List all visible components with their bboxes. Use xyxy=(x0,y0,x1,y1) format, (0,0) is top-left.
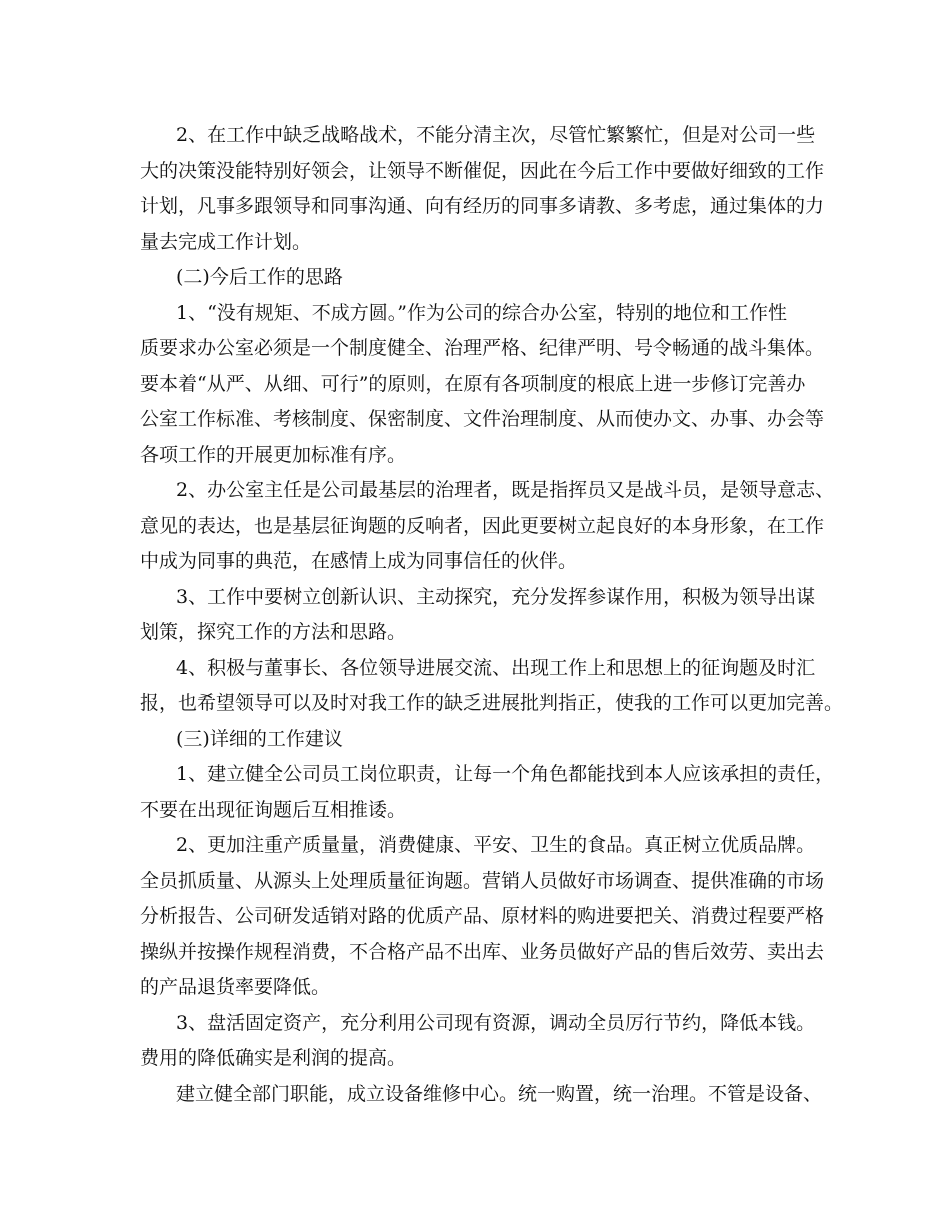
text-line: 操纵并按操作规程消费，不合格产品不出库、业务员做好产品的售后效劳、卖出去 xyxy=(140,941,825,963)
text-line: 全员抓质量、从源头上处理质量征询题。营销人员做好市场调查、提供准确的市场 xyxy=(140,870,825,892)
text-line: 1、“没有规矩、不成方圆。”作为公司的综合办公室，特别的地位和工作性 xyxy=(176,302,788,324)
section-heading: (二)今后工作的思路 xyxy=(176,266,343,288)
text-line: 要本着“从严、从细、可行”的原则，在原有各项制度的根底上进一步修订完善办 xyxy=(140,373,806,395)
text-line: 2、在工作中缺乏战略战术，不能分清主次，尽管忙繁繁忙，但是对公司一些 xyxy=(176,124,816,146)
text-line: 各项工作的开展更加标准有序。 xyxy=(140,444,407,466)
text-line: 大的决策没能特别好领会，让领导不断催促，因此在今后工作中要做好细致的工作 xyxy=(140,160,825,182)
text-line: 意见的表达，也是基层征询题的反响者，因此更要树立起良好的本身形象，在工作 xyxy=(140,515,825,537)
text-line: 的产品退货率要降低。 xyxy=(140,976,331,998)
text-line: 3、工作中要树立创新认识、主动探究，充分发挥参谋作用，积极为领导出谋 xyxy=(176,586,816,608)
text-line: 公室工作标准、考核制度、保密制度、文件治理制度、从而使办文、办事、办会等 xyxy=(140,408,825,430)
text-line: 分析报告、公司研发适销对路的优质产品、原材料的购进要把关、消费过程要严格 xyxy=(140,905,825,927)
section-heading: (三)详细的工作建议 xyxy=(176,728,343,750)
text-line: 1、建立健全公司员工岗位职责，让每一个角色都能找到本人应该承担的责任， xyxy=(176,763,835,785)
text-line: 不要在出现征询题后互相推诿。 xyxy=(140,799,407,821)
text-line: 3、盘活固定资产，充分利用公司现有资源，调动全员厉行节约，降低本钱。 xyxy=(176,1012,816,1034)
text-line: 计划，凡事多跟领导和同事沟通、向有经历的同事多请教、多考虑，通过集体的力 xyxy=(140,195,825,217)
text-line: 中成为同事的典范，在感情上成为同事信任的伙伴。 xyxy=(140,550,578,572)
text-line: 报，也希望领导可以及时对我工作的缺乏进展批判指正，使我的工作可以更加完善。 xyxy=(140,692,844,714)
text-line: 质要求办公室必须是一个制度健全、治理严格、纪律严明、号令畅通的战斗集体。 xyxy=(140,337,825,359)
text-line: 划策，探究工作的方法和思路。 xyxy=(140,621,407,643)
text-line: 量去完成工作计划。 xyxy=(140,231,312,253)
text-line: 费用的降低确实是利润的提高。 xyxy=(140,1047,407,1069)
text-line: 2、更加注重产质量量，消费健康、平安、卫生的食品。真正树立优质品牌。 xyxy=(176,834,816,856)
text-line: 建立健全部门职能，成立设备维修中心。统一购置，统一治理。不管是设备、 xyxy=(176,1083,823,1105)
text-line: 2、办公室主任是公司最基层的治理者，既是指挥员又是战斗员，是领导意志、 xyxy=(176,479,835,501)
text-line: 4、积极与董事长、各位领导进展交流、出现工作上和思想上的征询题及时汇 xyxy=(176,657,816,679)
